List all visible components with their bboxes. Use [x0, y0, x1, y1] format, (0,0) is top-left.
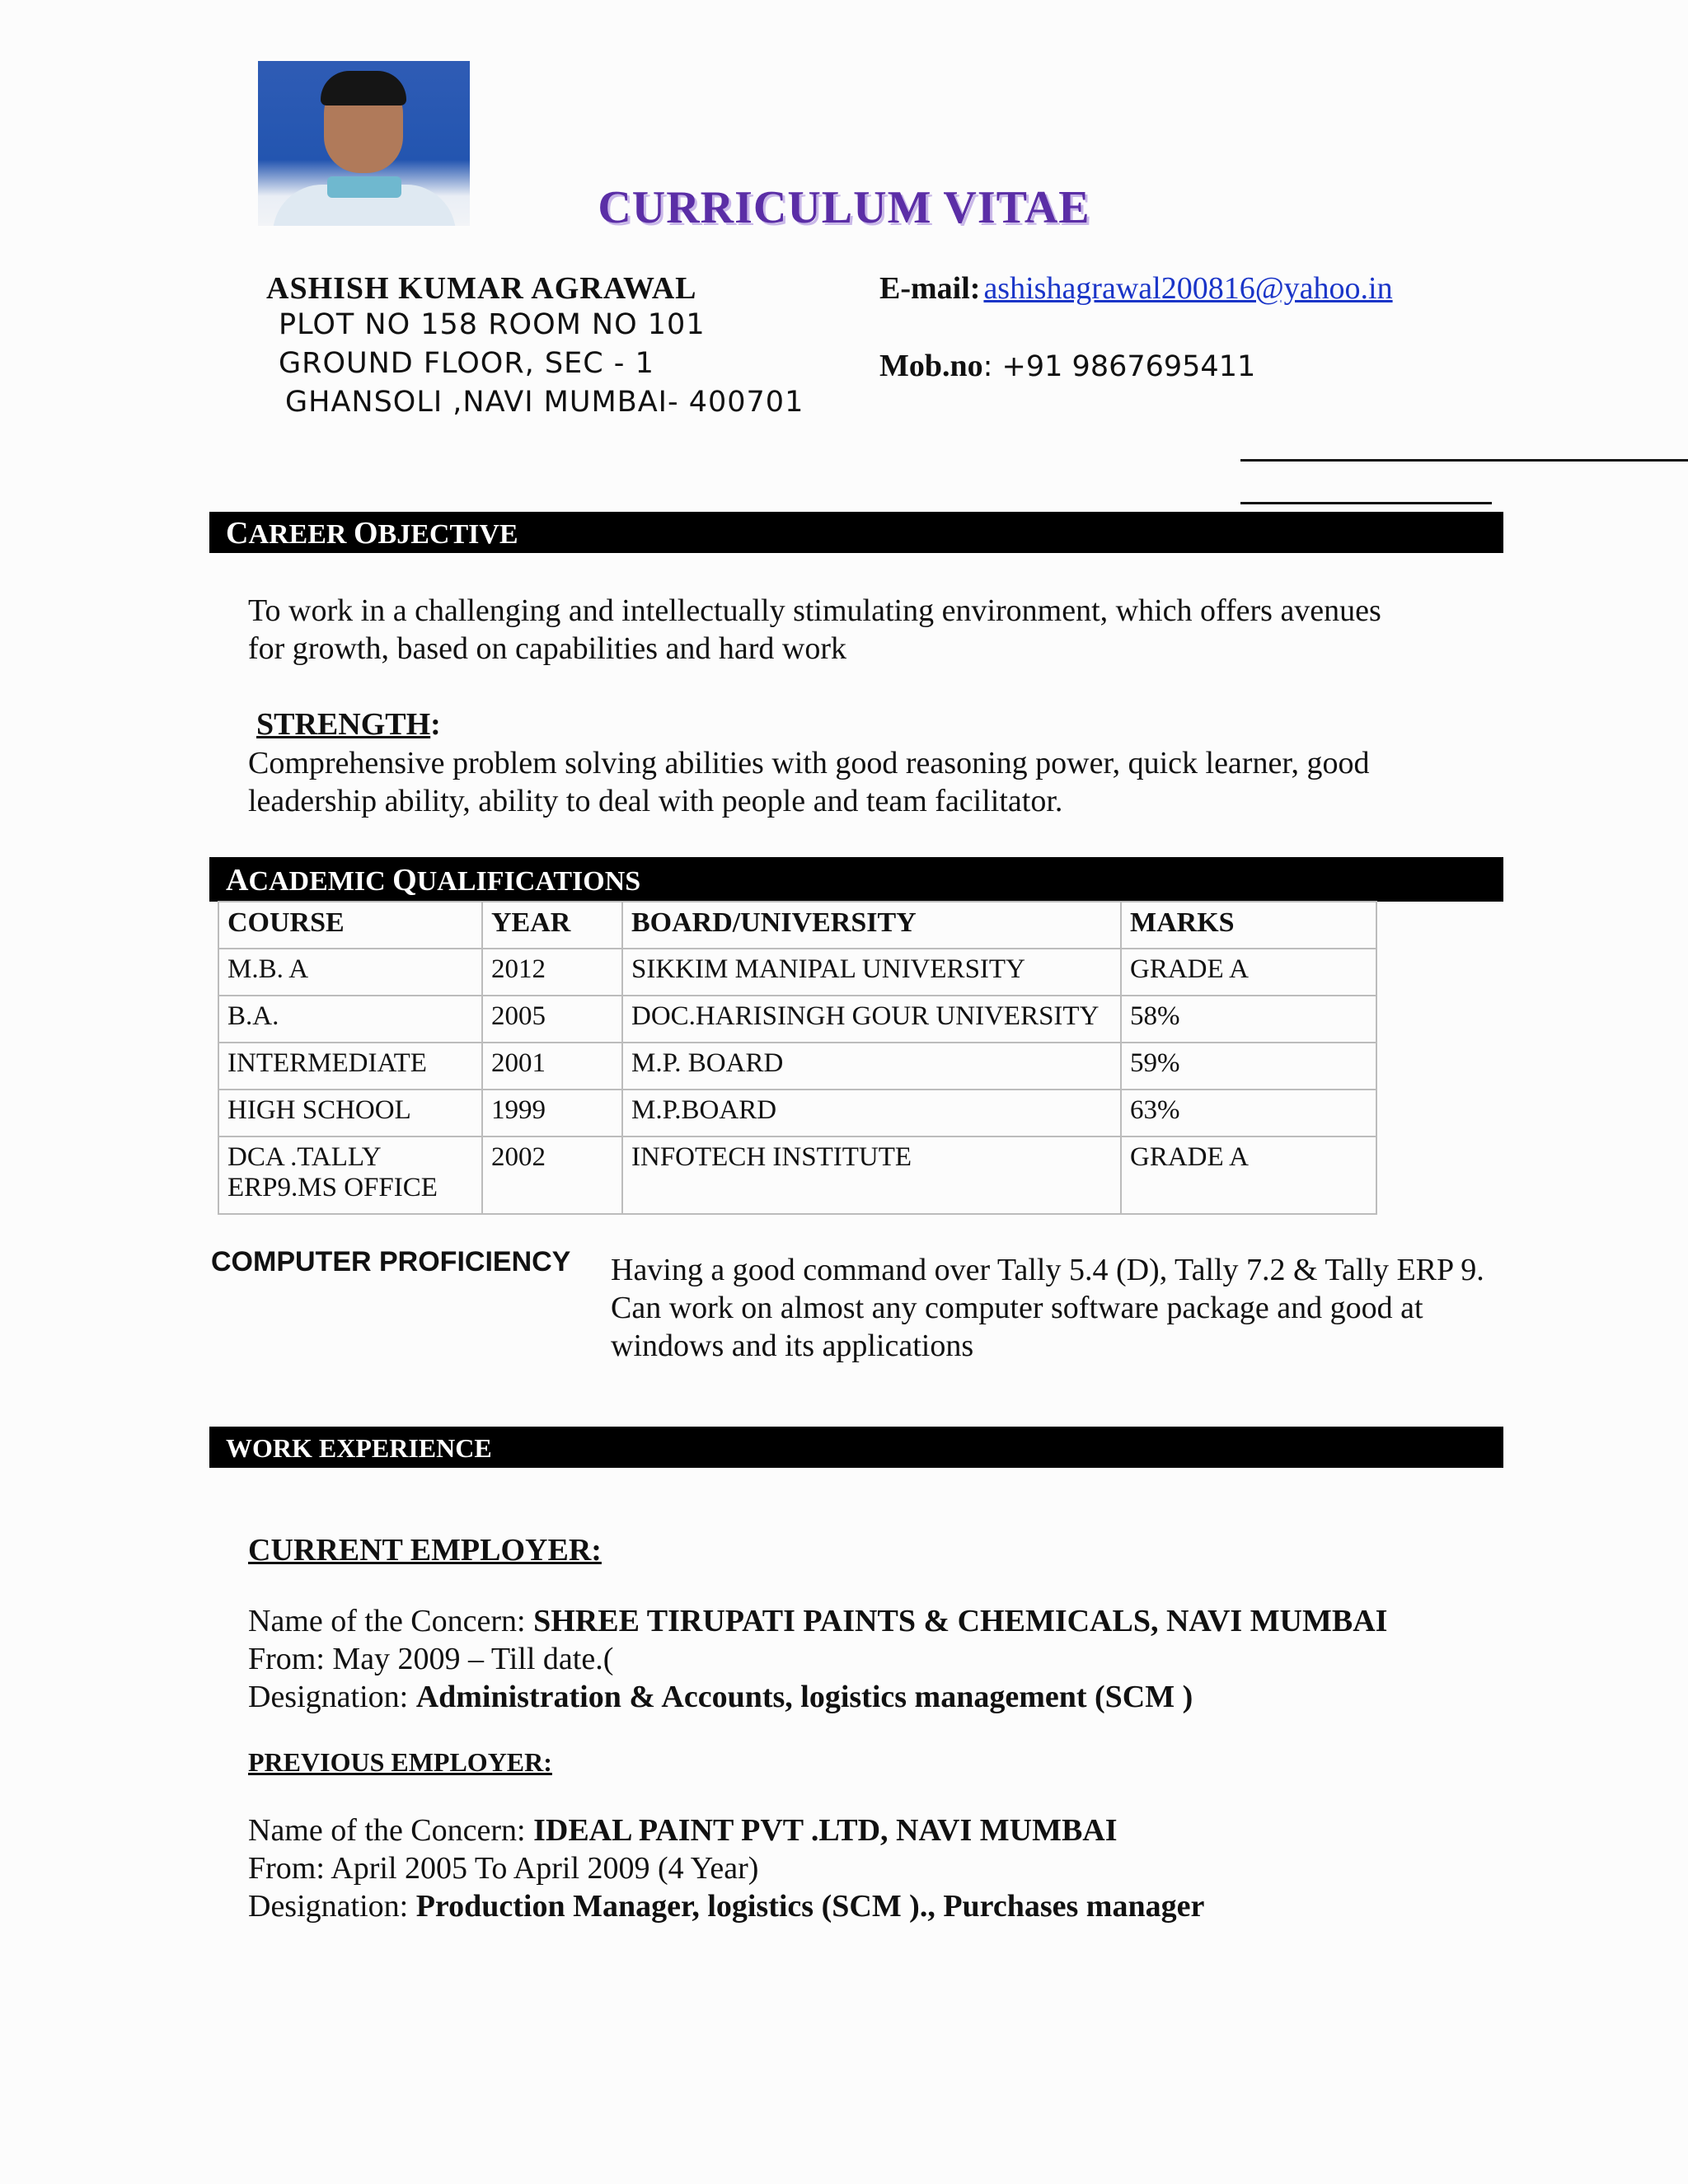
col-header: MARKS	[1121, 902, 1376, 949]
email-label: E-mail:	[879, 271, 981, 306]
section-header-academic: ACADEMIC QUALIFICATIONS	[209, 857, 1503, 902]
table-row: HIGH SCHOOL 1999 M.P.BOARD 63%	[218, 1090, 1376, 1137]
current-employer-details: Name of the Concern: SHREE TIRUPATI PAINTS & CHEMICALS, NAVI MUMBAI From: May 2009 – Till date.( Designation: Administration & Accounts, logistics management (SCM )	[248, 1604, 1388, 1714]
email-link[interactable]: ashishagrawal200816@yahoo.in	[983, 271, 1393, 306]
previous-employer-heading: PREVIOUS EMPLOYER:	[248, 1747, 552, 1777]
address-line-1: PLOT NO 158 ROOM NO 101	[279, 308, 706, 341]
objective-text: To work in a challenging and intellectually stimulating environment, which offers avenues for growth, based on capabilities and hard work	[248, 593, 1381, 666]
mobile-label: Mob.no	[879, 349, 983, 383]
email-row	[879, 270, 1393, 307]
mobile-row	[879, 348, 1255, 384]
col-header: YEAR	[482, 902, 622, 949]
col-header: COURSE	[218, 902, 482, 949]
strength-text: Comprehensive problem solving abilities with good reasoning power, quick learner, good leadership ability, ability to deal with people and team facilitator.	[248, 746, 1370, 818]
mobile-number: : +91 9867695411	[982, 350, 1256, 383]
academic-table	[218, 901, 1377, 1215]
strength-heading: STRENGTH:	[256, 707, 441, 742]
table-row: M.B. A 2012 SIKKIM MANIPAL UNIVERSITY GRADE A	[218, 949, 1376, 996]
table-row: INTERMEDIATE 2001 M.P. BOARD 59%	[218, 1043, 1376, 1090]
col-header: BOARD/UNIVERSITY	[622, 902, 1121, 949]
computer-proficiency-text: Having a good command over Tally 5.4 (D), Tally 7.2 & Tally ERP 9. Can work on almost any computer software package and good at windows and its applications	[611, 1253, 1484, 1363]
current-employer-heading: CURRENT EMPLOYER:	[248, 1533, 602, 1568]
table-header-row	[218, 902, 1376, 949]
section-header-career-objective: CAREER OBJECTIVE	[209, 512, 1503, 553]
divider-line	[1240, 459, 1688, 462]
divider-line	[1240, 502, 1492, 504]
table-row: DCA .TALLY ERP9.MS OFFICE 2002 INFOTECH INSTITUTE GRADE A	[218, 1137, 1376, 1214]
candidate-name: ASHISH KUMAR AGRAWAL	[266, 271, 697, 306]
computer-proficiency-label: COMPUTER PROFICIENCY	[211, 1246, 571, 1277]
address-line-3: GHANSOLI ,NAVI MUMBAI- 400701	[285, 386, 804, 419]
table-row: B.A. 2005 DOC.HARISINGH GOUR UNIVERSITY 58%	[218, 996, 1376, 1043]
section-header-work-experience: WORK EXPERIENCE	[209, 1427, 1503, 1468]
address-line-2: GROUND FLOOR, SEC - 1	[279, 347, 654, 380]
previous-employer-details: Name of the Concern: IDEAL PAINT PVT .LTD, NAVI MUMBAI From: April 2005 To April 2009 (4 Year) Designation: Production Manager, logistics (SCM )., Purchases manager	[248, 1813, 1205, 1924]
page-title: CURRICULUM VITAE	[598, 182, 1090, 233]
